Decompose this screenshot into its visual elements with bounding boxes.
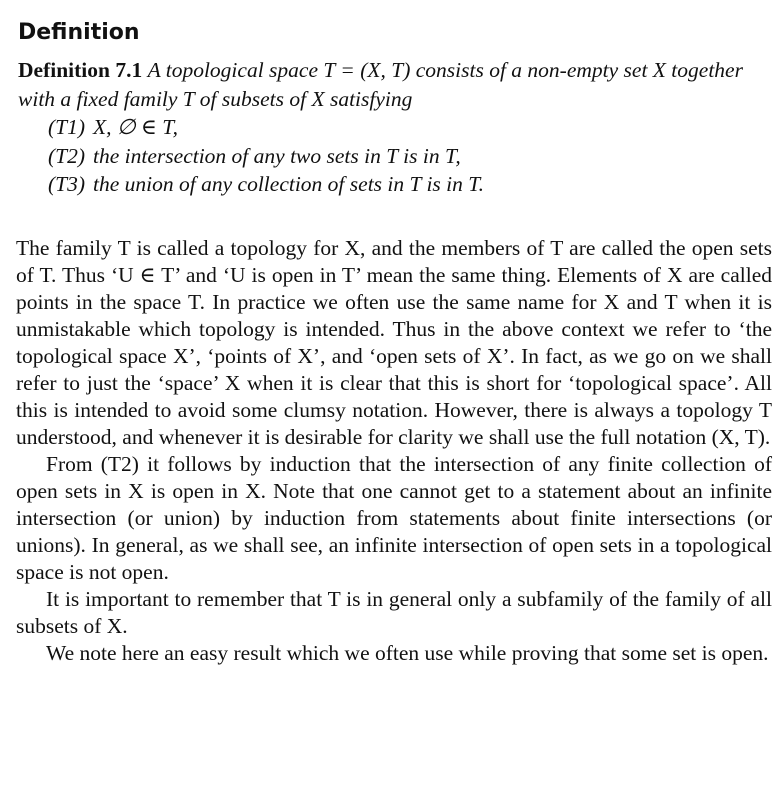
- definition-block: [18, 56, 772, 199]
- paragraph-induction: From (T2) it follows by induction that the intersection of any finite collection of open sets in X is open in X. Note that one cannot get to a statement about an infinite intersection (or union) by induction from statements about finite intersections (or unions). In general, as we shall see, an infinite intersection of open sets in a topological space is not open.: [16, 451, 772, 584]
- axiom-text: the intersection of any two sets in T is in T,: [93, 143, 461, 168]
- axiom-text: X, ∅ ∈ T,: [93, 115, 179, 139]
- section-heading: Definition: [18, 20, 140, 45]
- axiom-text: the union of any collection of sets in T is in T.: [93, 172, 484, 196]
- paragraph-topology: The family T is called a topology for X, and the members of T are called the open sets of T. Thus ‘U ∈ T’ and ‘U is open in T’ mean the same thing. Elements of X are called points in the space T. In practice we often use the same name for X and T when it is unmistakable which topology is intended. Thus in the above context we refer to ‘the topological space X’, ‘points of X’, and ‘open sets of X’. In fact, as we go on we shall refer to just the ‘space’ X when it is clear that this is short for ‘topological space’. All this is intended to avoid some clumsy notation. However, there is always a topology T understood, and whenever it is desirable for clarity we shall use the full notation (X, T).: [16, 235, 772, 449]
- axiom-label: (T1): [48, 115, 86, 139]
- axiom-item-t3: [18, 170, 772, 199]
- axiom-label: (T2): [48, 143, 86, 168]
- definition-statement: A topological space T = (X, T) consists of a non-empty set X together with a fixed family T of subsets of X satisfying: [18, 58, 743, 111]
- axiom-label: (T3): [48, 172, 86, 196]
- paragraph-easy-result: We note here an easy result which we often use while proving that some set is open.: [46, 640, 769, 665]
- body-text: [16, 235, 772, 667]
- axiom-item-t1: [18, 113, 772, 142]
- axiom-list: [18, 113, 772, 199]
- axiom-item-t2: [18, 142, 772, 171]
- definition-label: Definition 7.1: [18, 58, 143, 82]
- document-page: [16, 14, 772, 667]
- paragraph-subfamily: It is important to remember that T is in general only a subfamily of the family of all subsets of X.: [16, 586, 772, 638]
- definition-statement-line: [18, 56, 772, 113]
